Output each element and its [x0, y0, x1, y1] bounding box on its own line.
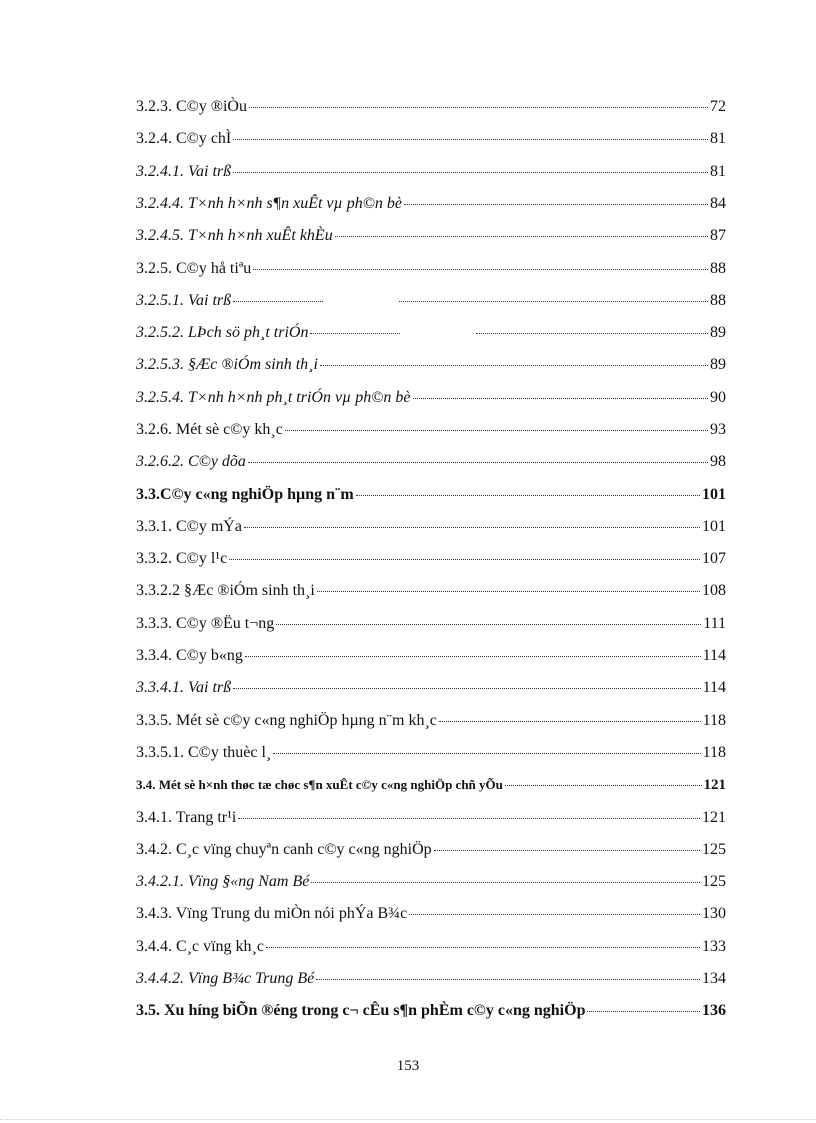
- toc-entry[interactable]: [136, 742, 726, 764]
- toc-entry-title: 3.2.4.1. Vai trß: [136, 163, 232, 180]
- toc-entry-page: 108: [702, 582, 726, 599]
- dot-leader: [317, 591, 700, 592]
- toc-entry-page: 89: [710, 324, 726, 341]
- toc-entry-title: 3.3.4. C©y b«ng: [136, 647, 243, 664]
- toc-entry[interactable]: [136, 290, 726, 312]
- toc-entry[interactable]: [136, 774, 726, 796]
- toc-entry-page: 90: [710, 389, 726, 406]
- toc-entry[interactable]: [136, 936, 726, 958]
- toc-entry[interactable]: [136, 903, 726, 925]
- toc-entry[interactable]: [136, 451, 726, 473]
- toc-entry-page: 88: [710, 292, 726, 309]
- toc-entry-page: 87: [710, 227, 726, 244]
- dot-leader: [310, 333, 400, 334]
- toc-entry-title: 3.2.5. C©y hå tiªu: [136, 260, 252, 277]
- toc-entry[interactable]: [136, 839, 726, 861]
- toc-entry-title: 3.2.5.1. Vai trß: [136, 292, 232, 309]
- toc-entry-title: 3.5. Xu híng biÕn ®éng trong c¬ cÊu s¶n phÈm c©y c«ng nghiÖp: [136, 1002, 586, 1019]
- dot-leader: [320, 365, 708, 366]
- toc-entry[interactable]: [136, 968, 726, 990]
- toc-entry-title: 3.3.C©y c«ng nghiÖp hµng n¨m: [136, 486, 354, 503]
- toc-entry[interactable]: [136, 161, 726, 183]
- dot-leader: [335, 236, 708, 237]
- toc-entry[interactable]: [136, 128, 726, 150]
- toc-entry-page: 125: [702, 873, 726, 890]
- dot-leader: [238, 818, 700, 819]
- toc-entry-page: 114: [702, 679, 726, 696]
- toc-entry-page: 88: [710, 260, 726, 277]
- dot-leader: [245, 656, 701, 657]
- dot-leader: [233, 688, 700, 689]
- toc-entry[interactable]: [136, 871, 726, 893]
- toc-entry-page: 134: [702, 970, 726, 987]
- dot-leader: [285, 430, 708, 431]
- dot-leader: [399, 301, 708, 302]
- toc-entry-title: 3.4.3. Vïng Trung du miÒn nói phÝa B¾c: [136, 905, 408, 922]
- toc-entry-title: 3.2.4.5. T×nh h×nh xuÊt khÈu: [136, 227, 333, 244]
- dot-leader: [439, 721, 701, 722]
- toc-entry-page: 125: [702, 841, 726, 858]
- dot-leader: [273, 753, 700, 754]
- dot-leader: [404, 204, 708, 205]
- toc-entry[interactable]: [136, 677, 726, 699]
- toc-entry[interactable]: [136, 419, 726, 441]
- toc-entry-title: 3.3.3. C©y ®Ëu t¬ng: [136, 615, 275, 632]
- toc-entry-page: 130: [702, 905, 726, 922]
- toc-entry-page: 121: [702, 809, 726, 826]
- toc-entry-page: 81: [710, 130, 726, 147]
- toc-entry-page: 98: [710, 453, 726, 470]
- dot-leader: [229, 559, 700, 560]
- dot-leader: [587, 1011, 700, 1012]
- toc-entry-page: 101: [702, 518, 726, 535]
- toc-entry-title: 3.4.1. Trang tr¹i: [136, 809, 237, 826]
- toc-entry-page: 114: [702, 647, 726, 664]
- toc-entry-title: 3.2.3. C©y ®iÒu: [136, 98, 247, 115]
- toc-entry-title: 3.4.4.2. Vïng B¾c Trung Bé: [136, 970, 315, 987]
- toc-entry-title: 3.3.5. Mét sè c©y c«ng nghiÖp hµng n¨m kh¸c: [136, 712, 437, 729]
- toc-entry-title: 3.2.5.4. T×nh h×nh ph¸t triÓn vµ ph©n bè: [136, 389, 411, 406]
- toc-entry[interactable]: [136, 387, 726, 409]
- toc-entry-title: 3.2.4.4. T×nh h×nh s¶n xuÊt vµ ph©n bè: [136, 195, 402, 212]
- toc-entry-page: 81: [710, 163, 726, 180]
- toc-entry-page: 136: [702, 1002, 726, 1019]
- toc-entry[interactable]: [136, 322, 726, 344]
- toc-entry-page: 93: [710, 421, 726, 438]
- dot-leader: [413, 398, 708, 399]
- toc-entry-title: 3.4.2. C¸c vïng chuyªn canh c©y c«ng nghiÖp: [136, 841, 432, 858]
- bottom-rule: [0, 1119, 816, 1120]
- toc-entry-page: 89: [710, 356, 726, 373]
- dot-leader: [233, 301, 323, 302]
- toc-entry-page: 101: [702, 486, 726, 503]
- toc-entry-title: 3.3.5.1. C©y thuèc l¸: [136, 744, 272, 761]
- toc-entry[interactable]: [136, 193, 726, 215]
- dot-leader: [266, 947, 700, 948]
- toc-entry[interactable]: [136, 645, 726, 667]
- toc-entry[interactable]: [136, 1000, 726, 1022]
- dot-leader: [316, 979, 700, 980]
- toc-entry-title: 3.4.4. C¸c vïng kh¸c: [136, 938, 264, 955]
- dot-leader: [253, 269, 708, 270]
- toc-entry-page: 72: [710, 98, 726, 115]
- toc-entry-page: 107: [702, 550, 726, 567]
- toc-entry[interactable]: [136, 807, 726, 829]
- dot-leader: [276, 624, 701, 625]
- toc-entry-page: 84: [710, 195, 726, 212]
- toc-entry-title: 3.2.6. Mét sè c©y kh¸c: [136, 421, 283, 438]
- toc-entry-title: 3.3.2.2 §Æc ®iÓm sinh th¸i: [136, 582, 315, 599]
- toc-entry-title: 3.2.4. C©y chÌ: [136, 130, 232, 147]
- toc-entry[interactable]: [136, 96, 726, 118]
- dot-leader: [311, 882, 700, 883]
- toc-entry[interactable]: [136, 258, 726, 280]
- toc-entry[interactable]: [136, 613, 726, 635]
- dot-leader: [244, 527, 700, 528]
- dot-leader: [248, 462, 708, 463]
- toc-entry[interactable]: [136, 580, 726, 602]
- toc-entry[interactable]: [136, 548, 726, 570]
- toc-entry-title: 3.3.2. C©y l¹c: [136, 550, 228, 567]
- dot-leader: [434, 850, 700, 851]
- toc-entry-page: 118: [702, 712, 726, 729]
- dot-leader: [476, 333, 708, 334]
- dot-leader: [249, 107, 708, 108]
- dot-leader: [505, 785, 702, 786]
- dot-leader: [356, 495, 700, 496]
- toc-entry-title: 3.4.2.1. Vïng §«ng Nam Bé: [136, 873, 310, 890]
- toc-entry[interactable]: [136, 354, 726, 376]
- toc-entry-title: 3.4. Mét sè h×nh thøc tæ chøc s¶n xuÊt c©y c«ng nghiÖp chñ yÕu: [136, 777, 503, 792]
- toc-entry[interactable]: [136, 710, 726, 732]
- dot-leader: [233, 139, 708, 140]
- page-number: 153: [396, 1058, 420, 1074]
- toc-entry-title: 3.3.1. C©y mÝa: [136, 518, 242, 535]
- toc-entry[interactable]: [136, 484, 726, 506]
- toc-entry-title: 3.2.5.2. LÞch sö ph¸t triÓn: [136, 324, 309, 341]
- toc-entry-page: 118: [702, 744, 726, 761]
- toc-entry-page: 121: [703, 777, 726, 793]
- toc-entry-page: 133: [702, 938, 726, 955]
- toc-entry[interactable]: [136, 516, 726, 538]
- toc-entry-title: 3.3.4.1. Vai trß: [136, 679, 232, 696]
- dot-leader: [409, 914, 700, 915]
- dot-leader: [233, 172, 708, 173]
- toc-entry-title: 3.2.6.2. C©y dõa: [136, 453, 246, 470]
- toc-entry[interactable]: [136, 225, 726, 247]
- toc-entry-page: 111: [703, 615, 726, 632]
- toc-entry-title: 3.2.5.3. §Æc ®iÓm sinh th¸i: [136, 356, 318, 373]
